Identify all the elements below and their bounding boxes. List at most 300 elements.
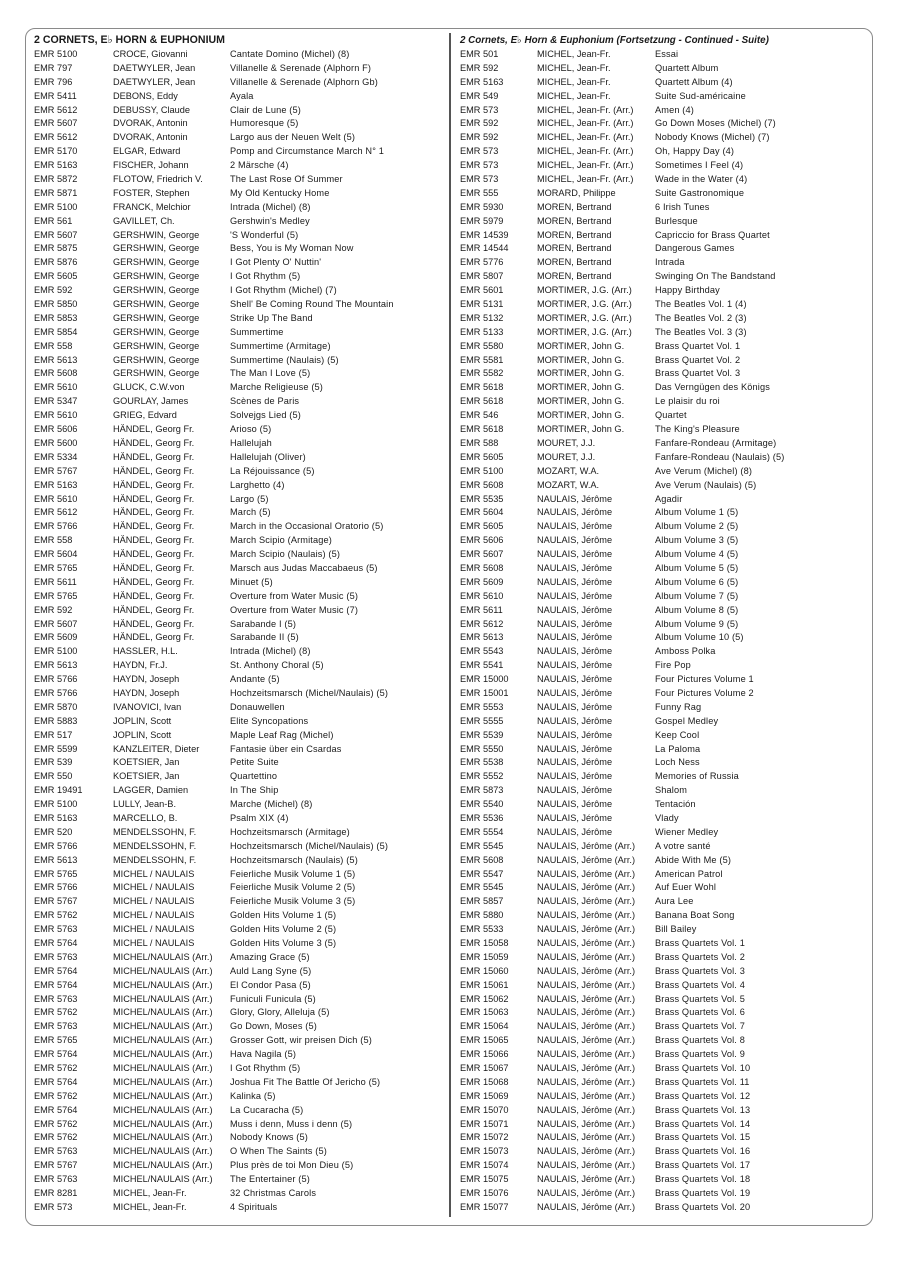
composer-name: MARCELLO, B.	[113, 812, 178, 823]
piece-title: Brass Quartets Vol. 14	[655, 1118, 751, 1129]
catalog-entry	[460, 451, 865, 465]
catalog-entry	[460, 895, 865, 909]
catalog-entry	[460, 326, 865, 340]
composer-name: MICHEL, Jean-Fr.	[537, 49, 611, 59]
catalog-entry	[34, 1145, 442, 1159]
catalog-entry	[460, 881, 865, 895]
composer-name: MICHEL/NAULAIS (Arr.)	[113, 1049, 213, 1060]
composer-name: HÄNDEL, Georg Fr.	[113, 521, 195, 532]
composer-name: NAULAIS, Jérôme (Arr.)	[537, 1104, 636, 1115]
catalog-number: EMR 5611	[34, 576, 77, 587]
catalog-number: EMR 5763	[34, 1174, 78, 1185]
catalog-entry	[34, 367, 442, 381]
piece-title: Swinging On The Bandstand	[655, 271, 776, 282]
piece-title: Larghetto (4)	[230, 479, 285, 490]
catalog-entry	[34, 548, 442, 562]
catalog-number: EMR 588	[460, 437, 499, 448]
piece-title: The Last Rose Of Summer	[230, 174, 343, 185]
catalog-entry	[34, 62, 442, 76]
piece-title: March (5)	[230, 507, 271, 518]
catalog-number: EMR 15068	[460, 1076, 509, 1087]
composer-name: NAULAIS, Jérôme (Arr.)	[537, 1090, 636, 1101]
composer-name: MENDELSSOHN, F.	[113, 826, 197, 837]
catalog-entry	[34, 90, 442, 104]
catalog-entry	[460, 173, 865, 187]
catalog-entry	[460, 131, 865, 145]
composer-name: NAULAIS, Jérôme (Arr.)	[537, 993, 636, 1004]
catalog-entry	[34, 701, 442, 715]
composer-name: MICHEL, Jean-Fr. (Arr.)	[537, 146, 634, 157]
catalog-entry	[34, 604, 442, 618]
composer-name: MOREN, Bertrand	[537, 243, 612, 254]
catalog-entry	[460, 1048, 865, 1062]
catalog-entry	[34, 201, 442, 215]
catalog-entry	[34, 784, 442, 798]
catalog-entry	[460, 145, 865, 159]
catalog-entry	[34, 312, 442, 326]
catalog-entry	[34, 1076, 442, 1090]
catalog-number: EMR 5605	[460, 521, 504, 532]
catalog-entry	[34, 270, 442, 284]
catalog-entry	[34, 520, 442, 534]
catalog-entry	[34, 645, 442, 659]
catalog-number: EMR 14544	[460, 243, 509, 254]
catalog-number: EMR 5764	[34, 979, 78, 990]
piece-title: Suite Sud-américaine	[655, 90, 746, 101]
piece-title: My Old Kentucky Home	[230, 187, 330, 198]
catalog-entry	[34, 104, 442, 118]
composer-name: GERSHWIN, George	[113, 243, 200, 254]
catalog-number: EMR 5763	[34, 993, 78, 1004]
catalog-entry	[460, 951, 865, 965]
piece-title: Loch Ness	[655, 757, 700, 768]
catalog-number: EMR 5547	[460, 868, 504, 879]
catalog-number: EMR 5875	[34, 243, 78, 254]
catalog-number: EMR 15063	[460, 1007, 509, 1018]
catalog-number: EMR 592	[460, 118, 499, 129]
composer-name: NAULAIS, Jérôme (Arr.)	[537, 951, 636, 962]
composer-name: HÄNDEL, Georg Fr.	[113, 549, 195, 560]
composer-name: NAULAIS, Jérôme	[537, 604, 613, 615]
composer-name: MOZART, W.A.	[537, 479, 600, 490]
catalog-entry	[34, 1048, 442, 1062]
piece-title: Intrada	[655, 257, 685, 268]
composer-name: NAULAIS, Jérôme (Arr.)	[537, 924, 636, 935]
catalog-entry	[34, 812, 442, 826]
catalog-entry	[460, 1131, 865, 1145]
composer-name: MICHEL / NAULAIS	[113, 924, 195, 935]
piece-title: Fire Pop	[655, 660, 691, 671]
catalog-number: EMR 5100	[34, 646, 78, 657]
piece-title: Donauwellen	[230, 701, 285, 712]
piece-title: Brass Quartets Vol. 9	[655, 1049, 745, 1060]
piece-title: Petite Suite	[230, 757, 279, 768]
composer-name: NAULAIS, Jérôme	[537, 549, 613, 560]
catalog-entry	[34, 131, 442, 145]
catalog-list	[460, 48, 865, 1215]
catalog-entry	[460, 840, 865, 854]
catalog-number: EMR 5762	[34, 1132, 78, 1143]
catalog-number: EMR 5100	[34, 201, 78, 212]
catalog-number: EMR 15077	[460, 1201, 509, 1212]
piece-title: Shalom	[655, 785, 688, 796]
piece-title: Brass Quartets Vol. 7	[655, 1021, 745, 1032]
catalog-entry	[34, 506, 442, 520]
composer-name: KANZLEITER, Dieter	[113, 743, 200, 754]
composer-name: DEBUSSY, Claude	[113, 104, 190, 115]
piece-title: Auf Euer Wohl	[655, 882, 717, 893]
piece-title: 4 Spirituals	[230, 1201, 278, 1212]
catalog-number: EMR 5582	[460, 368, 504, 379]
composer-name: MOZART, W.A.	[537, 465, 600, 476]
composer-name: HAYDN, Fr.J.	[113, 660, 168, 671]
catalog-number: EMR 5608	[460, 854, 504, 865]
piece-title: Cantate Domino (Michel) (8)	[230, 49, 350, 59]
composer-name: NAULAIS, Jérôme (Arr.)	[537, 840, 636, 851]
catalog-entry	[460, 187, 865, 201]
composer-name: MORTIMER, John G.	[537, 368, 625, 379]
catalog-entry	[34, 534, 442, 548]
composer-name: MORTIMER, John G.	[537, 410, 625, 421]
piece-title: Keep Cool	[655, 729, 700, 740]
piece-title: Intrada (Michel) (8)	[230, 201, 311, 212]
catalog-number: EMR 5979	[460, 215, 504, 226]
catalog-entry	[460, 576, 865, 590]
catalog-number: EMR 15067	[460, 1063, 509, 1074]
composer-name: GAVILLET, Ch.	[113, 215, 175, 226]
composer-name: MORTIMER, John G.	[537, 424, 625, 435]
catalog-number: EMR 592	[34, 285, 73, 296]
composer-name: MICHEL/NAULAIS (Arr.)	[113, 1174, 213, 1185]
catalog-number: EMR 5762	[34, 1090, 78, 1101]
catalog-entry	[34, 909, 442, 923]
piece-title: Overture from Water Music (7)	[230, 604, 359, 615]
catalog-entry	[34, 229, 442, 243]
catalog-entry	[460, 965, 865, 979]
catalog-entry	[460, 743, 865, 757]
piece-title: Essai	[655, 49, 679, 59]
catalog-entry	[460, 1006, 865, 1020]
catalog-number: EMR 5550	[460, 743, 504, 754]
piece-title: Gershwin's Medley	[230, 215, 310, 226]
composer-name: NAULAIS, Jérôme (Arr.)	[537, 1188, 636, 1199]
composer-name: MICHEL, Jean-Fr. (Arr.)	[537, 174, 634, 185]
catalog-number: EMR 15065	[460, 1035, 509, 1046]
catalog-number: EMR 5762	[34, 1007, 78, 1018]
catalog-number: EMR 5872	[34, 174, 78, 185]
catalog-entry	[460, 215, 865, 229]
piece-title: Four Pictures Volume 1	[655, 674, 754, 685]
catalog-number: EMR 561	[34, 215, 73, 226]
composer-name: MICHEL, Jean-Fr.	[537, 62, 611, 73]
composer-name: MICHEL/NAULAIS (Arr.)	[113, 1021, 213, 1032]
composer-name: MORTIMER, John G.	[537, 354, 625, 365]
composer-name: NAULAIS, Jérôme	[537, 701, 613, 712]
catalog-number: EMR 15059	[460, 951, 509, 962]
piece-title: The Beatles Vol. 1 (4)	[655, 299, 747, 310]
catalog-number: EMR 5334	[34, 451, 78, 462]
catalog-entry	[34, 1187, 442, 1201]
composer-name: NAULAIS, Jérôme	[537, 785, 613, 796]
composer-name: MICHEL/NAULAIS (Arr.)	[113, 1104, 213, 1115]
piece-title: Gospel Medley	[655, 715, 719, 726]
catalog-number: EMR 5850	[34, 299, 78, 310]
catalog-number: EMR 5618	[460, 424, 504, 435]
piece-title: Muss i denn, Muss i denn (5)	[230, 1118, 353, 1129]
catalog-number: EMR 5539	[460, 729, 504, 740]
composer-name: NAULAIS, Jérôme	[537, 576, 613, 587]
piece-title: Glory, Glory, Alleluja (5)	[230, 1007, 330, 1018]
piece-title: Dangerous Games	[655, 243, 735, 254]
catalog-number: EMR 592	[460, 62, 499, 73]
composer-name: HÄNDEL, Georg Fr.	[113, 576, 195, 587]
catalog-entry	[460, 479, 865, 493]
catalog-number: EMR 5765	[34, 562, 78, 573]
catalog-number: EMR 5763	[34, 1021, 78, 1032]
composer-name: HÄNDEL, Georg Fr.	[113, 632, 195, 643]
catalog-entry	[34, 659, 442, 673]
composer-name: GRIEG, Edvard	[113, 410, 177, 421]
catalog-number: EMR 5607	[460, 549, 504, 560]
piece-title: Brass Quartets Vol. 15	[655, 1132, 751, 1143]
piece-title: Feierliche Musik Volume 1 (5)	[230, 868, 356, 879]
catalog-number: EMR 5618	[460, 396, 504, 407]
piece-title: In The Ship	[230, 785, 279, 796]
piece-title: Villanelle & Serenade (Alphorn F)	[230, 62, 372, 73]
catalog-number: EMR 5606	[460, 535, 504, 546]
catalog-entry	[34, 145, 442, 159]
piece-title: Brass Quartets Vol. 6	[655, 1007, 745, 1018]
catalog-entry	[460, 618, 865, 632]
catalog-entry	[460, 381, 865, 395]
catalog-entry	[34, 423, 442, 437]
piece-title: Brass Quartets Vol. 18	[655, 1174, 751, 1185]
catalog-number: EMR 5541	[460, 660, 504, 671]
composer-name: NAULAIS, Jérôme (Arr.)	[537, 1201, 636, 1212]
catalog-entry	[460, 312, 865, 326]
piece-title: Brass Quartets Vol. 16	[655, 1146, 751, 1157]
catalog-number: EMR 5853	[34, 312, 78, 323]
catalog-number: EMR 5581	[460, 354, 504, 365]
piece-title: Overture from Water Music (5)	[230, 590, 359, 601]
catalog-number: EMR 15064	[460, 1021, 509, 1032]
catalog-entry	[460, 1076, 865, 1090]
composer-name: MICHEL/NAULAIS (Arr.)	[113, 1090, 213, 1101]
piece-title: Brass Quartets Vol. 4	[655, 979, 745, 990]
catalog-number: EMR 5100	[460, 465, 504, 476]
composer-name: MICHEL, Jean-Fr. (Arr.)	[537, 118, 634, 129]
composer-name: NAULAIS, Jérôme (Arr.)	[537, 882, 636, 893]
catalog-number: EMR 5608	[460, 562, 504, 573]
catalog-number: EMR 5553	[460, 701, 504, 712]
piece-title: Hochzeitsmarsch (Armitage)	[230, 826, 350, 837]
piece-title: Auld Lang Syne (5)	[230, 965, 312, 976]
piece-title: Quartet	[655, 410, 687, 421]
catalog-number: EMR 5170	[34, 146, 78, 157]
composer-name: NAULAIS, Jérôme (Arr.)	[537, 1146, 636, 1157]
catalog-entry	[34, 298, 442, 312]
composer-name: NAULAIS, Jérôme	[537, 826, 613, 837]
composer-name: MICHEL / NAULAIS	[113, 882, 195, 893]
piece-title: Humoresque (5)	[230, 118, 299, 129]
piece-title: Arioso (5)	[230, 424, 272, 435]
piece-title: Banana Boat Song	[655, 910, 735, 921]
catalog-entry	[34, 743, 442, 757]
piece-title: The Beatles Vol. 2 (3)	[655, 312, 747, 323]
catalog-number: EMR 5163	[34, 479, 78, 490]
composer-name: NAULAIS, Jérôme (Arr.)	[537, 1021, 636, 1032]
catalog-entry	[460, 715, 865, 729]
piece-title: Tentación	[655, 799, 696, 810]
composer-name: HÄNDEL, Georg Fr.	[113, 618, 195, 629]
composer-name: NAULAIS, Jérôme (Arr.)	[537, 938, 636, 948]
catalog-number: EMR 15073	[460, 1146, 509, 1157]
catalog-number: EMR 15075	[460, 1174, 509, 1185]
catalog-number: EMR 558	[34, 340, 73, 351]
catalog-number: EMR 5411	[34, 90, 77, 101]
catalog-entry	[34, 159, 442, 173]
piece-title: I Got Rhythm (5)	[230, 1063, 301, 1074]
piece-title: Largo aus der Neuen Welt (5)	[230, 132, 356, 143]
catalog-number: EMR 5766	[34, 840, 78, 851]
composer-name: HASSLER, H.L.	[113, 646, 178, 657]
catalog-number: EMR 5347	[34, 396, 78, 407]
composer-name: MORTIMER, J.G. (Arr.)	[537, 312, 632, 323]
composer-name: NAULAIS, Jérôme (Arr.)	[537, 896, 636, 907]
piece-title: Brass Quartets Vol. 17	[655, 1160, 751, 1171]
piece-title: The Beatles Vol. 3 (3)	[655, 326, 747, 337]
section-heading: 2 CORNETS, E♭ HORN & EUPHONIUM	[34, 34, 225, 46]
catalog-entry	[460, 104, 865, 118]
catalog-number: EMR 5871	[34, 187, 78, 198]
catalog-entry	[34, 756, 442, 770]
piece-title: Brass Quartets Vol. 5	[655, 993, 745, 1004]
composer-name: JOPLIN, Scott	[113, 715, 172, 726]
catalog-entry	[460, 701, 865, 715]
catalog-number: EMR 5606	[34, 424, 78, 435]
catalog-number: EMR 5601	[460, 285, 504, 296]
composer-name: MICHEL / NAULAIS	[113, 910, 195, 921]
composer-name: NAULAIS, Jérôme (Arr.)	[537, 965, 636, 976]
piece-title: Album Volume 6 (5)	[655, 576, 739, 587]
composer-name: NAULAIS, Jérôme (Arr.)	[537, 1118, 636, 1129]
catalog-entry	[34, 451, 442, 465]
catalog-entry	[460, 1020, 865, 1034]
piece-title: Hallelujah	[230, 437, 272, 448]
composer-name: NAULAIS, Jérôme	[537, 493, 613, 504]
catalog-entry	[34, 840, 442, 854]
piece-title: La Paloma	[655, 743, 701, 754]
catalog-number: EMR 5762	[34, 910, 78, 921]
composer-name: NAULAIS, Jérôme	[537, 812, 613, 823]
catalog-entry	[460, 1187, 865, 1201]
catalog-number: EMR 5763	[34, 1146, 78, 1157]
piece-title: Maple Leaf Rag (Michel)	[230, 729, 334, 740]
composer-name: MORARD, Philippe	[537, 187, 616, 198]
piece-title: Brass Quartet Vol. 3	[655, 368, 741, 379]
composer-name: FLOTOW, Friedrich V.	[113, 174, 203, 185]
column-divider	[449, 33, 451, 1217]
piece-title: Golden Hits Volume 1 (5)	[230, 910, 337, 921]
piece-title: Abide With Me (5)	[655, 854, 732, 865]
catalog-number: EMR 5610	[34, 410, 78, 421]
catalog-number: EMR 5605	[34, 271, 78, 282]
catalog-entry	[34, 979, 442, 993]
composer-name: NAULAIS, Jérôme	[537, 646, 613, 657]
piece-title: Hochzeitsmarsch (Michel/Naulais) (5)	[230, 840, 389, 851]
catalog-number: EMR 796	[34, 76, 73, 87]
catalog-entry	[460, 923, 865, 937]
catalog-entry	[34, 729, 442, 743]
catalog-number: EMR 5607	[34, 118, 78, 129]
catalog-entry	[460, 76, 865, 90]
piece-title: Album Volume 1 (5)	[655, 507, 739, 518]
piece-title: Album Volume 5 (5)	[655, 562, 739, 573]
catalog-number: EMR 5610	[34, 382, 78, 393]
catalog-number: EMR 517	[34, 729, 73, 740]
composer-name: NAULAIS, Jérôme	[537, 757, 613, 768]
composer-name: MOREN, Bertrand	[537, 257, 612, 268]
composer-name: MICHEL, Jean-Fr.	[113, 1188, 187, 1199]
catalog-number: EMR 15074	[460, 1160, 509, 1171]
composer-name: GLUCK, C.W.von	[113, 382, 185, 393]
piece-title: Grosser Gott, wir preisen Dich (5)	[230, 1035, 372, 1046]
catalog-entry	[460, 826, 865, 840]
composer-name: NAULAIS, Jérôme (Arr.)	[537, 1007, 636, 1018]
composer-name: GERSHWIN, George	[113, 326, 200, 337]
catalog-entry	[460, 437, 865, 451]
piece-title: Nobody Knows (Michel) (7)	[655, 132, 770, 143]
composer-name: MICHEL/NAULAIS (Arr.)	[113, 951, 213, 962]
catalog-entry	[460, 784, 865, 798]
piece-title: Andante (5)	[230, 674, 280, 685]
catalog-number: EMR 5555	[460, 715, 504, 726]
composer-name: MICHEL, Jean-Fr. (Arr.)	[537, 160, 634, 171]
composer-name: CROCE, Giovanni	[113, 49, 188, 59]
composer-name: HÄNDEL, Georg Fr.	[113, 451, 195, 462]
catalog-number: EMR 501	[460, 49, 499, 59]
piece-title: Quartettino	[230, 771, 278, 782]
catalog-entry	[34, 1118, 442, 1132]
catalog-entry	[460, 604, 865, 618]
composer-name: NAULAIS, Jérôme	[537, 799, 613, 810]
piece-title: 6 Irish Tunes	[655, 201, 710, 212]
catalog-number: EMR 8281	[34, 1188, 78, 1199]
composer-name: MORTIMER, J.G. (Arr.)	[537, 299, 632, 310]
catalog-number: EMR 5132	[460, 312, 504, 323]
piece-title: Album Volume 7 (5)	[655, 590, 739, 601]
catalog-entry	[460, 367, 865, 381]
catalog-number: EMR 5765	[34, 868, 78, 879]
piece-title: Four Pictures Volume 2	[655, 687, 754, 698]
catalog-number: EMR 5883	[34, 715, 78, 726]
catalog-entry	[34, 340, 442, 354]
composer-name: NAULAIS, Jérôme	[537, 715, 613, 726]
catalog-number: EMR 573	[460, 174, 499, 185]
catalog-entry	[460, 631, 865, 645]
catalog-entry	[460, 1201, 865, 1215]
piece-title: Hallelujah (Oliver)	[230, 451, 306, 462]
catalog-entry	[460, 548, 865, 562]
piece-title: La Réjouissance (5)	[230, 465, 315, 476]
catalog-entry	[460, 229, 865, 243]
catalog-number: EMR 592	[34, 604, 73, 615]
composer-name: NAULAIS, Jérôme (Arr.)	[537, 979, 636, 990]
catalog-number: EMR 5607	[34, 618, 78, 629]
catalog-entry	[34, 1131, 442, 1145]
catalog-number: EMR 5610	[34, 493, 78, 504]
piece-title: Agadir	[655, 493, 683, 504]
